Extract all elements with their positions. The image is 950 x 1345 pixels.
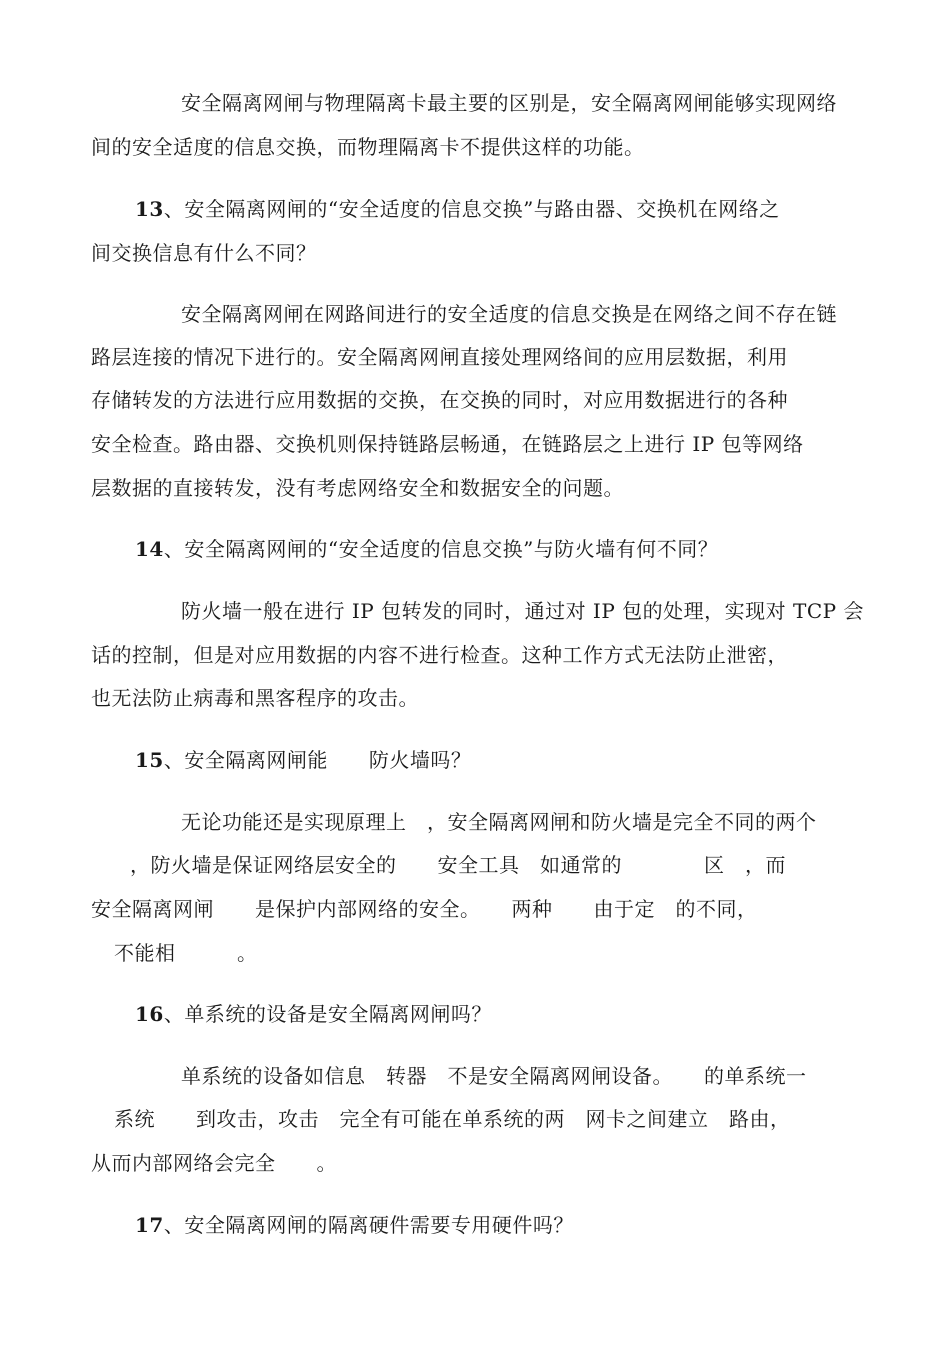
paragraph-line: 话的控制，但是对应用数据的内容不进行检查。这种工作方式无法防止泄密， — [91, 643, 788, 667]
question-number: 15 — [135, 748, 164, 772]
paragraph-line: ，防火墙是保证网络层安全的 安全工具 如通常的 区 ，而 — [130, 853, 786, 877]
question-text: 、安全隔离网闸的“安全适度的信息交换”与路由器、交换机在网络之 — [163, 197, 780, 221]
paragraph-line: 间的安全适度的信息交换，而物理隔离卡不提供这样的功能。 — [91, 135, 645, 159]
question-heading — [135, 1213, 574, 1237]
paragraph-line: 层数据的直接转发，没有考虑网络安全和数据安全的问题。 — [91, 476, 624, 500]
question-heading — [135, 748, 471, 772]
question-number: 13 — [135, 197, 164, 221]
question-text: 、安全隔离网闸能 防火墙吗？ — [163, 748, 472, 772]
paragraph-line: 系统 到攻击，攻击 完全有可能在单系统的两 网卡之间建立 路由， — [114, 1107, 791, 1131]
question-heading — [135, 1002, 492, 1026]
paragraph-line: 不能相 。 — [114, 941, 258, 965]
paragraph-line: 无论功能还是实现原理上 ，安全隔离网闸和防火墙是完全不同的两个 — [181, 810, 817, 834]
paragraph-line: 单系统的设备如信息 转器 不是安全隔离网闸设备。 的单系统一 — [181, 1064, 807, 1088]
question-number: 17 — [135, 1213, 164, 1237]
question-heading — [135, 537, 718, 561]
paragraph-line: 防火墙一般在进行 IP 包转发的同时，通过对 IP 包的处理，实现对 TCP 会 — [181, 599, 864, 623]
paragraph-line: 安全检查。路由器、交换机则保持链路层畅通，在链路层之上进行 IP 包等网络 — [91, 432, 804, 456]
paragraph-line: 也无法防止病毒和黑客程序的攻击。 — [91, 686, 419, 710]
paragraph-line: 从而内部网络会完全 。 — [91, 1151, 337, 1175]
question-text: 、单系统的设备是安全隔离网闸吗？ — [163, 1002, 492, 1026]
paragraph-line: 存储转发的方法进行应用数据的交换，在交换的同时，对应用数据进行的各种 — [91, 388, 788, 412]
paragraph-line: 路层连接的情况下进行的。安全隔离网闸直接处理网络间的应用层数据，利用 — [91, 345, 788, 369]
question-number: 14 — [135, 537, 164, 561]
question-heading — [135, 197, 780, 221]
question-text-line: 间交换信息有什么不同？ — [91, 241, 317, 265]
paragraph-line: 安全隔离网闸与物理隔离卡最主要的区别是，安全隔离网闸能够实现网络 — [181, 91, 837, 115]
paragraph-line: 安全隔离网闸在网路间进行的安全适度的信息交换是在网络之间不存在链 — [181, 302, 837, 326]
question-text: 、安全隔离网闸的隔离硬件需要专用硬件吗？ — [163, 1213, 574, 1237]
paragraph-line: 安全隔离网闸 是保护内部网络的安全。 两种 由于定 的不同， — [91, 897, 758, 921]
question-number: 16 — [135, 1002, 164, 1026]
question-text: 、安全隔离网闸的“安全适度的信息交换”与防火墙有何不同？ — [163, 537, 719, 561]
